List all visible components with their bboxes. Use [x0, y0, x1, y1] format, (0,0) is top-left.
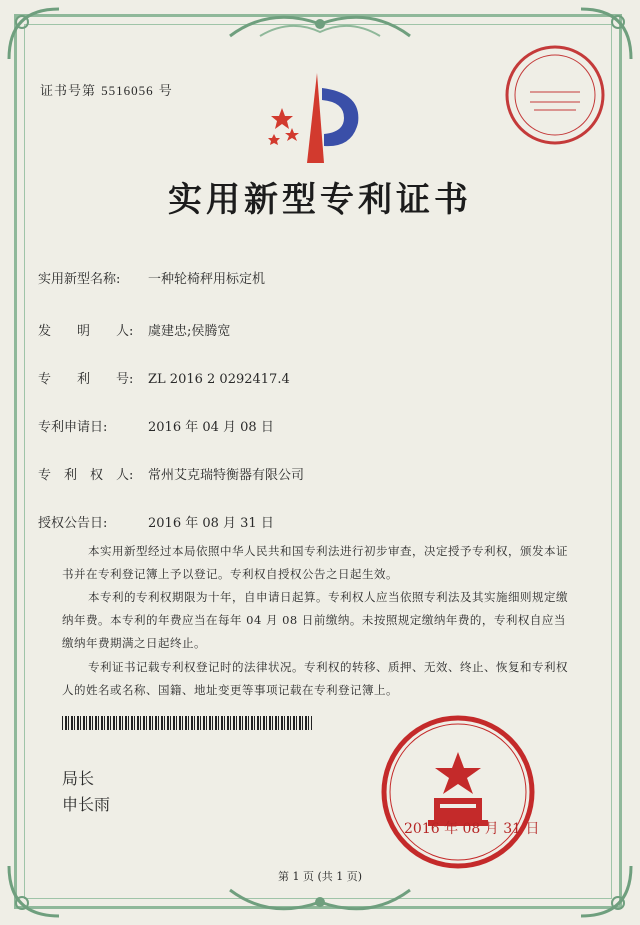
field-value: ZL 2016 2 0292417.4	[148, 372, 290, 387]
field-value: 2016 年 04 月 08 日	[148, 420, 274, 435]
certificate-number-suffix: 号	[158, 84, 173, 99]
official-seal	[378, 712, 538, 872]
field-application-date	[38, 416, 274, 435]
field-grant-date	[38, 512, 274, 531]
top-ornament	[220, 6, 420, 46]
field-patentee	[38, 464, 304, 483]
bottom-ornament	[220, 880, 420, 920]
seal-date: 2016 年 08 月 31 日	[404, 821, 540, 837]
certificate-number-value: 5516056	[101, 83, 154, 98]
field-label: 发 明 人:	[38, 324, 134, 339]
body-paragraph-2: 本专利的专利权期限为十年，自申请日起算。专利权人应当依照专利法及其实施细则规定缴纳年费。本专利的年费应当在每年 04 月 08 日前缴纳。未按照规定缴纳年费的，专利权自应当缴纳年费期满之日起终止。	[62, 590, 568, 650]
director-title: 局长	[62, 769, 95, 788]
page-indicator: 第 1 页 (共 1 页)	[277, 870, 363, 883]
field-utility-model-name	[38, 268, 265, 287]
field-value: 常州艾克瑞特衡器有限公司	[148, 468, 305, 483]
field-value: 2016 年 08 月 31 日	[148, 516, 274, 531]
body-paragraph-3: 专利证书记载专利权登记时的法律状况。专利权的转移、质押、无效、终止、恢复和专利权人的姓名或名称、国籍、地址变更等事项记载在专利登记簿上。	[62, 660, 568, 697]
field-value: 虞建忠;侯腾宽	[148, 324, 231, 339]
field-label: 实用新型名称:	[38, 272, 121, 287]
corner-ornament-tl	[4, 4, 64, 64]
certificate-number	[40, 80, 173, 99]
field-inventor	[38, 320, 230, 339]
agency-stamp-top-right	[500, 40, 610, 150]
field-label: 专 利 权 人:	[38, 468, 134, 483]
director-name: 申长雨	[62, 795, 111, 814]
field-label: 专利申请日:	[38, 420, 108, 435]
certificate-number-label: 证书号第	[40, 84, 97, 99]
field-label: 授权公告日:	[38, 516, 108, 531]
field-value: 一种轮椅秤用标定机	[148, 272, 266, 287]
field-label: 专 利 号:	[38, 372, 134, 387]
barcode	[62, 716, 312, 730]
patent-office-logo	[262, 68, 372, 168]
certificate-title: 实用新型专利证书	[168, 180, 472, 220]
body-paragraph-1: 本实用新型经过本局依照中华人民共和国专利法进行初步审查，决定授予专利权，颁发本证书并在专利登记簿上予以登记。专利权自授权公告之日起生效。	[62, 544, 568, 581]
field-patent-number	[38, 368, 290, 387]
